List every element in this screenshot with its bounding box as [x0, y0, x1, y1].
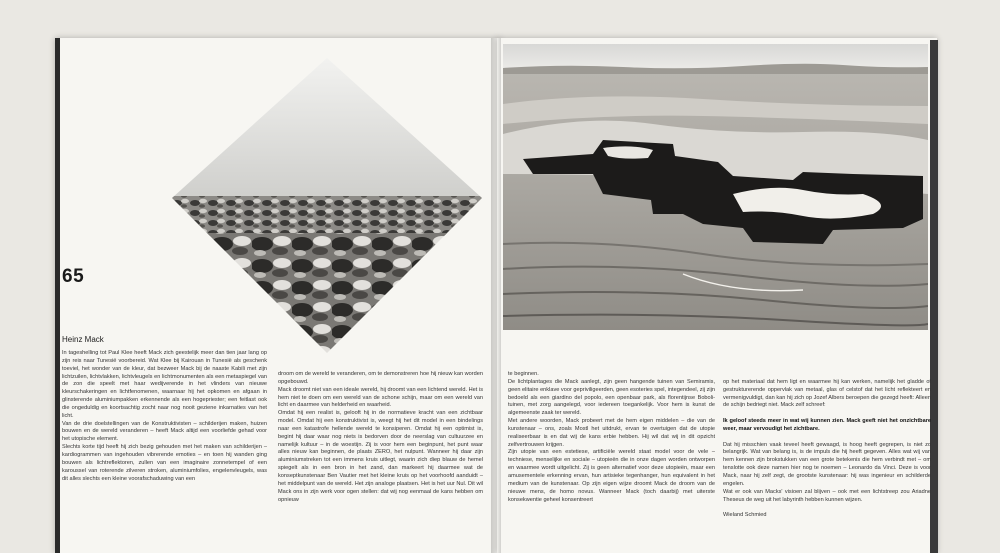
diamond-desert-photo	[172, 58, 482, 353]
text-column-4	[723, 371, 931, 551]
column-4-rest: Dat hij misschien vaak teveel heeft gewaagd, is hoog heeft gegrepen, is niet zo belangrijk. Wat van belang is, is de impuls die hij heeft gegeven. Alles wat wij van hem kennen zijn brokstukken van een grote betekenis die hem verbindt met – om tenslotte ook deze namen hier nog te noemen – Leonardo da Vinci. Deze is voor Mack, naar hij zelf zegt, de grootste kunstenaar: hij was ingenieur en schilderde engelen. Wat er ook van Macks' visioen zal blijven – ook met een lichtstreep zou Ariadne Theseus de weg uit het labyrinth hebben kunnen wijzen.	[723, 441, 931, 503]
text-column-3: te beginnen. De lichtplantages die Mack aanlegt, zijn geen hangende tuinen van Semiramis, geen elitaire enklave voor gepriviligeerden, geen esoteries spel, integendeel, zij zijn bedoeld als een giardino del popolo, een openbaar park, als florentijnse Boboli-tuinen, met zorg aangelegd, voor iedereen toegankelijk. Voor hem is kunst de algemeenste zaak ter wereld. Met andere woorden, Mack probeert met de hem eigen middelen – die van de kunstenaar – ons, zoals Mostl het uitdrukt, ervan te overtuigen dat de utopie realiseerbaar is en dat wij de kans erbie hebben. Hij wil dat wij in dit opzicht zelfvertrouwen krijgen. Zijn utopie van een estetiese, artificiële wereld staat model voor de vele – techniese, menselijke en sociale – utopieën die in onze dagen worden ontworpen en waarmee wordt uitgelicht. Zij is geen alternatief voor deze utopieën, maar een amusementele erkenning ervan, hun artisieke tegenhanger, hun equivalent in het medium van de kunstenaar. Op zijn eigen wijze droomt Mack de droom van de nieuwe mens, de homo novus. Wanneer Mack (toch daarbij) met uiterste konsekwentie geheel konsentreert	[508, 371, 715, 503]
column-4-emphasis: Ik geloof steeds meer in wat wij kunnen zien. Mack geeft niet het onzichtbare weer, maar vervoudigt het zichtbare.	[723, 418, 931, 432]
book-gutter	[491, 38, 501, 553]
text-column-2: droom om de wereld te veranderen, om te demonstreren hoe hij nieuw kan worden opgebouwd. Mack droomt niet van een ideale wereld, hij droomt van een lichtend wereld. Het is hem niet te doen om een wereld van de schone schijn, maar om een wereld van licht en daarmee van helderheid en waarheid. Omdat hij een realist is, gelooft hij in de normatieve kracht van een zichtbaar model. Omdat hij een konstruktivist is, weegt hij het dit model in een bindelings naar een katastrofe hellende wereld te konsiperen. Omdat hij een optimist is, begint hij daar waar nog niets is bedorven door de neerslag van cultuurzee en namelijk kultuur – in de woestijn. Zij is voor hem een beginpunt, het punt waar alles nieuw kan beginnen, de plaats ZERO, het nulpunt. Wanneer hij daar zijn aluminiumstreken tot een immens kruis uitlegt, waarin zich diep blauw de hemel spiegelt als in een bron in het zand, dan markeert hij daarmee wat de konseptkunstenaar Ben Vautier met het kleine kruis op het voorhoofd aanduidt – het middelpunt van de wereld. Het zijn analoge plaatsen. Het is het uur Nul. Dit wil Mack ons in zijn werk voor ogen stellen: dat wij nog eenmaal de kans hebben om opnieuw	[278, 371, 483, 503]
column-4-text: op het materiaal dat hem ligt en waarmee hij kan werken, namelijk het gladde of gestrukturerende oppervlak van metaal, glas of celstof dat het licht reflekteert en vermenigvuldigt, dan kan hij zich op Jozef Albers beroepen die gezegd heeft: Alleen de schijn bedriegt niet. Mack zelf schreef:	[723, 378, 931, 409]
text-column-1: In tageshelling tot Paul Klee heeft Mack zich geestelijk meer dan tien jaar lang op zijn reis naar Tunesië voorbereid. Wat Klee bij Kairouan in Tunesië als geschenk toeviel, het wonder van de kleur, dat bezweer Mack bij de naaste Kabili met zijn lichtzuilen, lichtvlakken, lichtvleugels en lichtmonumenten als een metaspiegel van de zon die speelt met haar wedijverende in het vlinders van nieuwe kleurschakeringen en lichtfenomenen, waarnaar hij het opkomen en afgaan in glinsterende aluminiumpakken erkennende als een hogepriester; een feitlast ook die ongeduldig en koortsachtig zocht naar nog nooit geziene inkarnaties van het licht. Van de drie doelstellingen van de Konstruktivisten – schilderijen maken, huizen bouwen en de wereld veranderen – heeft Mack altijd een voorliefde gehad voor het utopische element. Slechts korte tijd heeft hij zich bezig gehouden met het maken van schilderijen – kardiogrammen van ingehouden vibrerende emoties – en toen hij wanden ging bouwen als lichtreflektoren, zullen van een imaginaire zonnetempel of een karoussel van roterende zilveren stroken, aluminiumfolies, engelenvleugels, was dit alles slechts een kleine voorafschaduwing van een	[62, 350, 267, 482]
desert-installation-photo	[503, 44, 928, 330]
page-edge	[930, 40, 938, 553]
author-heading: Heinz Mack	[62, 335, 104, 344]
page-number: 65	[62, 266, 85, 287]
signature: Wieland Schmied	[723, 512, 767, 519]
